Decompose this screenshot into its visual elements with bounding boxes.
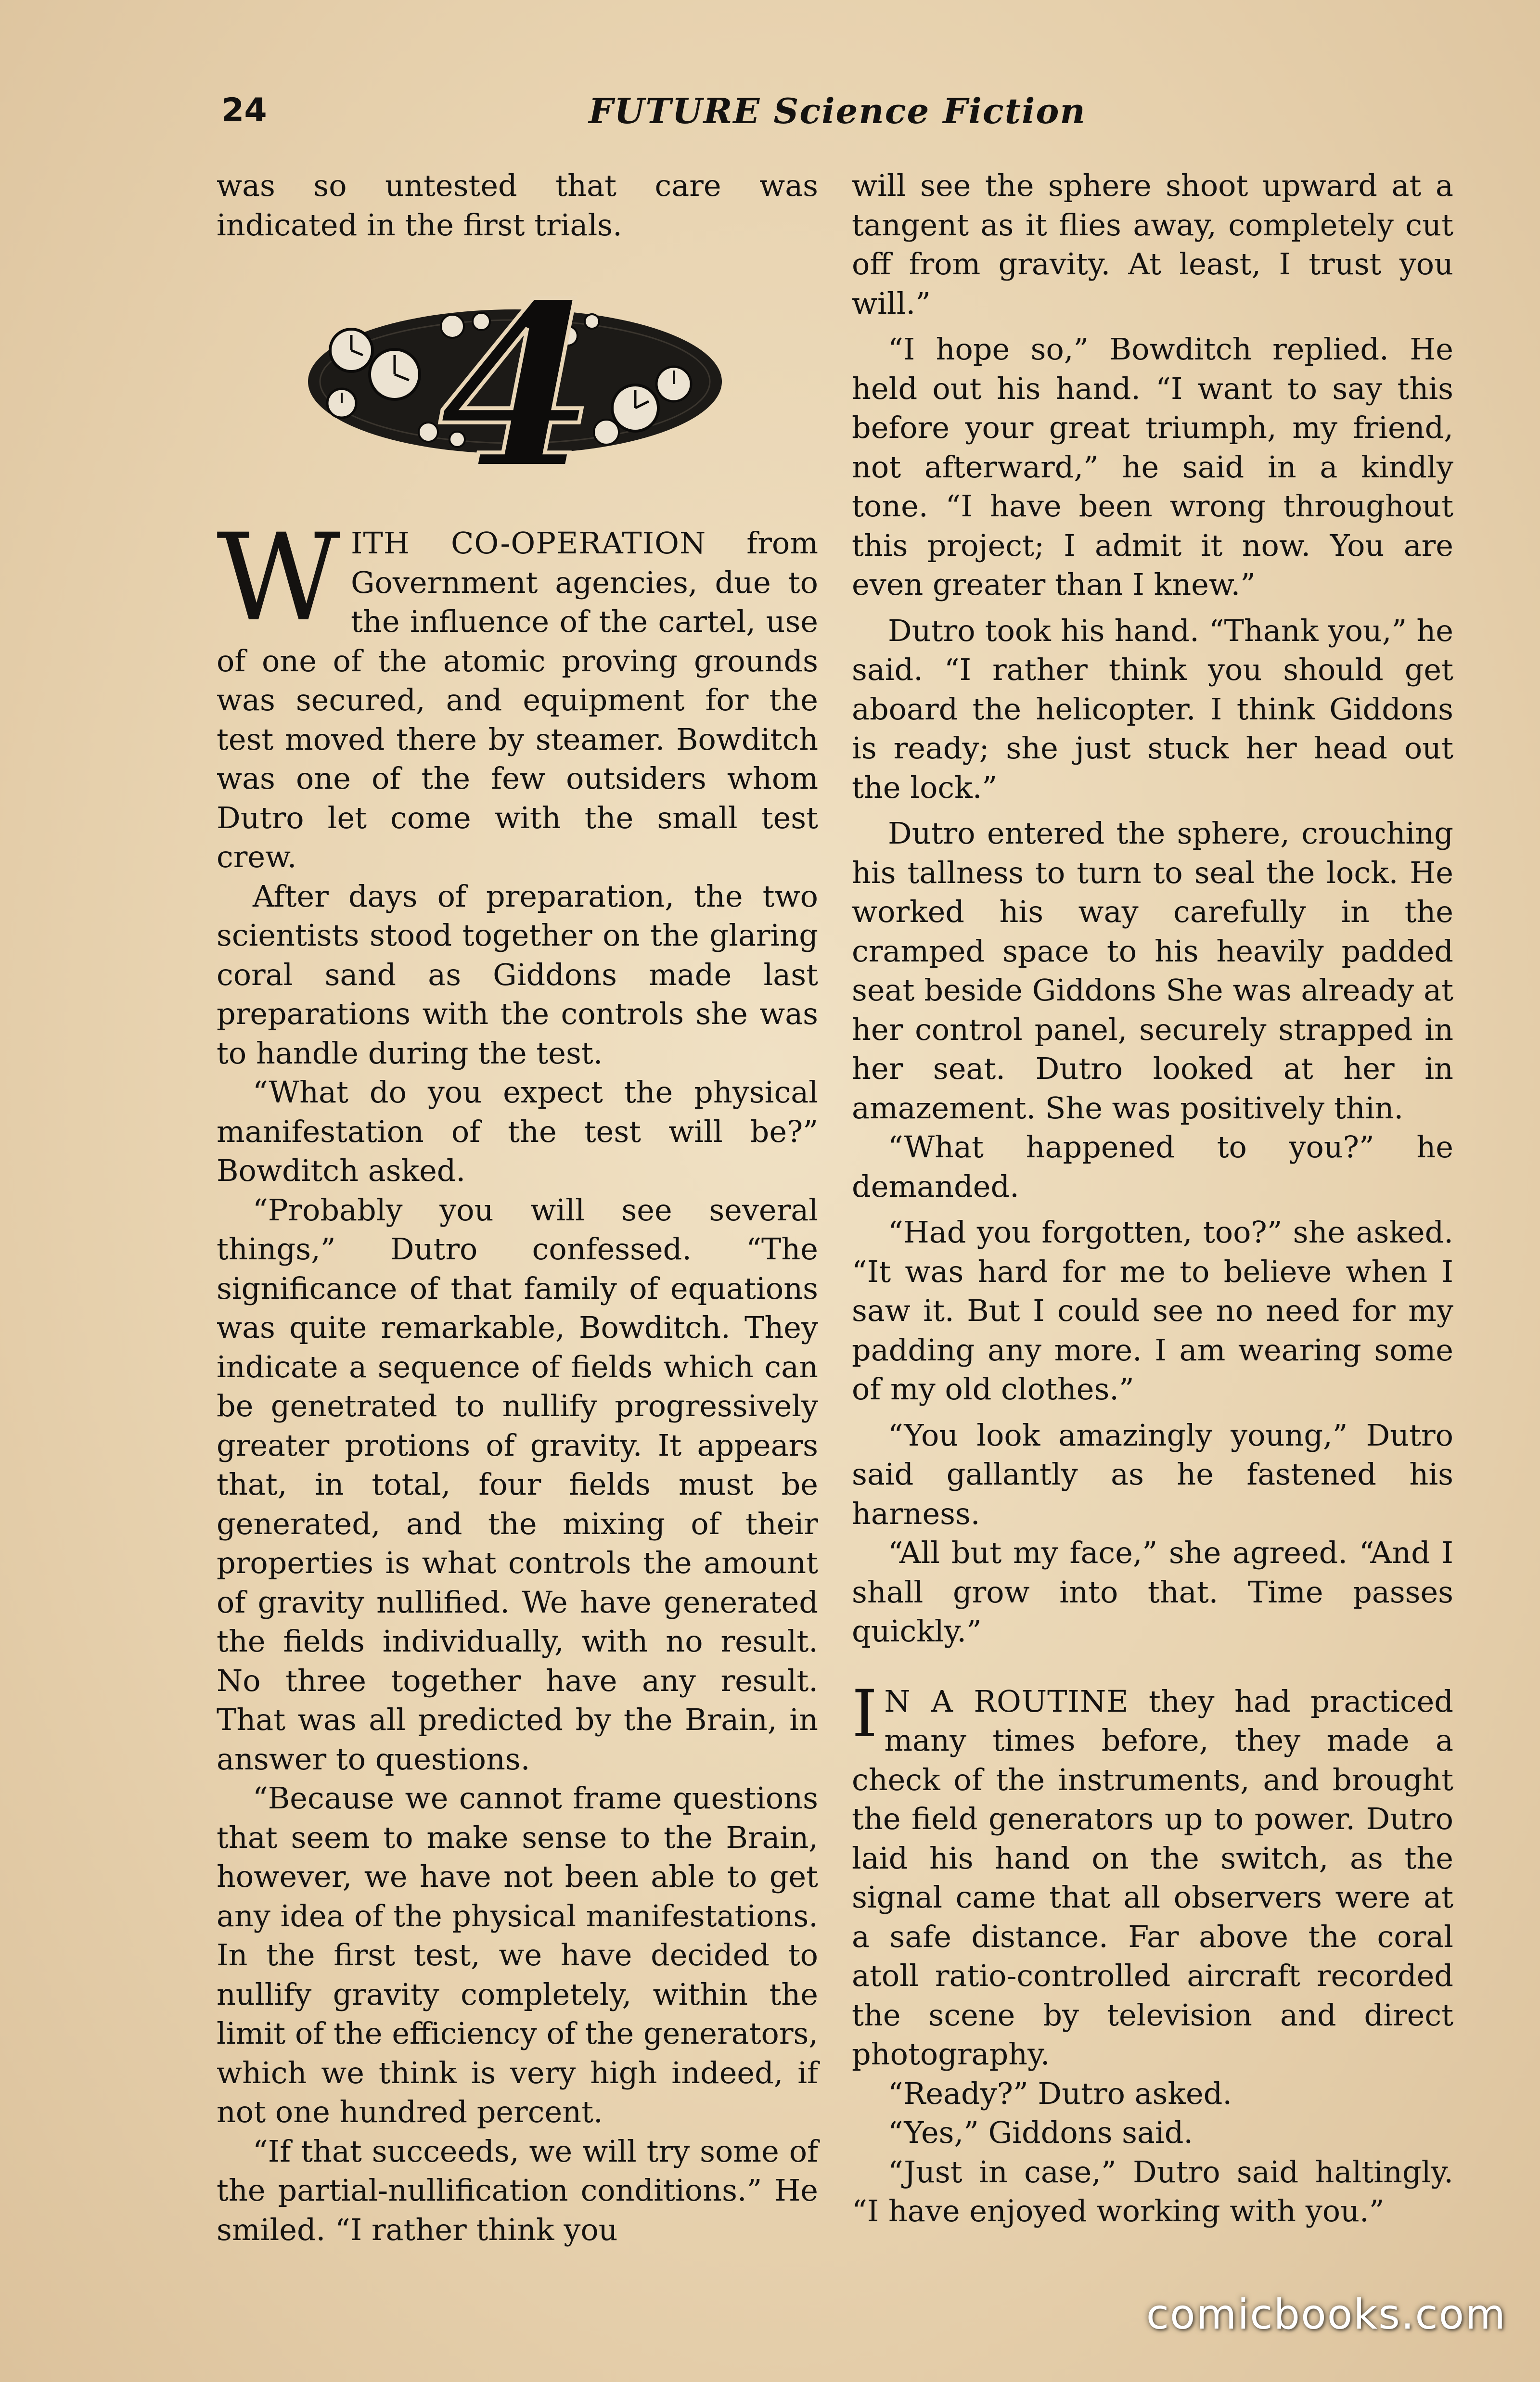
paragraph: “Because we cannot frame questions that seem to make sense to the Brain, however, we have not been able to get any idea of the physical manifestations. In the first test, we have decided to nullify gravity completely, within the limit of the efficiency of the generators, which we think is very high indeed, if not one hundred percent.: [217, 1780, 818, 2129]
paragraph: Dutro entered the sphere, crouching his tallness to turn to seal the lock. He worked his way carefully in the cramped space to his heavily padded seat beside Giddons She was already at her control panel, securely strapped in her seat. Dutro looked at her in amazement. She was positively thin.: [852, 816, 1453, 1126]
running-head: FUTURE Science Fiction: [589, 90, 1086, 131]
clock-icon: [612, 385, 658, 431]
paragraph: “Probably you will see several things,” Dutro confessed. “The significance of that family of equations was quite remarkable, Bowditch. They indicate a sequence of fields which can be genetrated to nullify progressively greater protions of gravity. It appears that, in total, four fields must be generated, and the mixing of their properties is what controls the amount of gravity nullified. We have generated the fields individually, with no result. No three together have any result. That was all predicted by the Brain, in answer to questions.: [217, 1192, 818, 1777]
paragraph: was so untested that care was indicated in the first trials.: [217, 168, 818, 243]
section-break: [852, 1651, 1453, 1682]
paragraph-text: they had practiced many times before, they made a check of the instruments, and brought the field generators up to power. Dutro laid his hand on the switch, as the signal came that all observers were at a safe distance. Far above the coral atoll ratio-controlled aircraft recorded the scene by television and direct photography.: [852, 1683, 1453, 2072]
clock-icon: [327, 389, 356, 418]
chapter-number-illustration: [298, 264, 732, 504]
drop-cap: I: [852, 1676, 878, 1752]
drop-cap: W: [217, 508, 340, 648]
chapter-number: 4: [438, 264, 596, 504]
paragraph-text: from Government agencies, due to the influence of the cartel, use of one of the atomic proving grounds was secured, and equipment for the test moved there by steamer. Bowditch was one of the few outsiders whom Dutro let come with the small test crew.: [217, 525, 818, 874]
paragraph: “You look amazingly young,” Dutro said gallantly as he fastened his harness.: [852, 1417, 1453, 1531]
paragraph: “What happened to you?” he demanded.: [852, 1129, 1453, 1204]
page-header: [212, 87, 1463, 140]
watermark: comicbooks.com: [1146, 2291, 1506, 2339]
paragraph: “Had you forgotten, too?” she asked. “It was hard for me to believe when I saw it. But I could see no need for my padding any more. I am wearing some of my old clothes.”: [852, 1215, 1453, 1407]
paragraph: will see the sphere shoot upward at a tangent as it flies away, completely cut off from gravity. At least, I trust you will.”: [852, 168, 1453, 321]
lead-in: ITH CO-OPERATION: [350, 525, 706, 561]
clock-icon: [330, 329, 372, 371]
paragraph-chapter-opening: [217, 508, 818, 877]
clock-icon: [370, 349, 420, 399]
left-column: [217, 166, 818, 2249]
paragraph: “If that succeeds, we will try some of the partial-nullification conditions.” He smiled. “I rather think you: [217, 2133, 818, 2247]
paragraph: “Ready?” Dutro asked.: [888, 2075, 1232, 2111]
paragraph: “Just in case,” Dutro said haltingly. “I have enjoyed working with you.”: [852, 2154, 1453, 2228]
paragraph: “I hope so,” Bowditch replied. He held out his hand. “I want to say this before your great triumph, my friend, not afterward,” he said in a kindly tone. “I have been wrong throughout this project; I admit it now. You are even greater than I knew.”: [852, 332, 1453, 602]
page-number: 24: [221, 91, 267, 129]
paragraph: “All but my face,” she agreed. “And I shall grow into that. Time passes quickly.”: [852, 1535, 1453, 1649]
paragraph: “What do you expect the physical manifestation of the test will be?” Bowditch asked.: [217, 1075, 818, 1188]
paragraph: Dutro took his hand. “Thank you,” he said. “I rather think you should get aboard the helicopter. I think Giddons is ready; she just stuck her head out the lock.”: [852, 613, 1453, 805]
paragraph-section-opening: [852, 1676, 1453, 2074]
right-column: [852, 166, 1453, 2231]
paragraph: After days of preparation, the two scientists stood together on the glaring coral sand as Giddons made last preparations with the controls she was to handle during the test.: [217, 878, 818, 1071]
lead-in: N A ROUTINE: [884, 1683, 1129, 1719]
paragraph: “Yes,” Giddons said.: [888, 2115, 1194, 2150]
